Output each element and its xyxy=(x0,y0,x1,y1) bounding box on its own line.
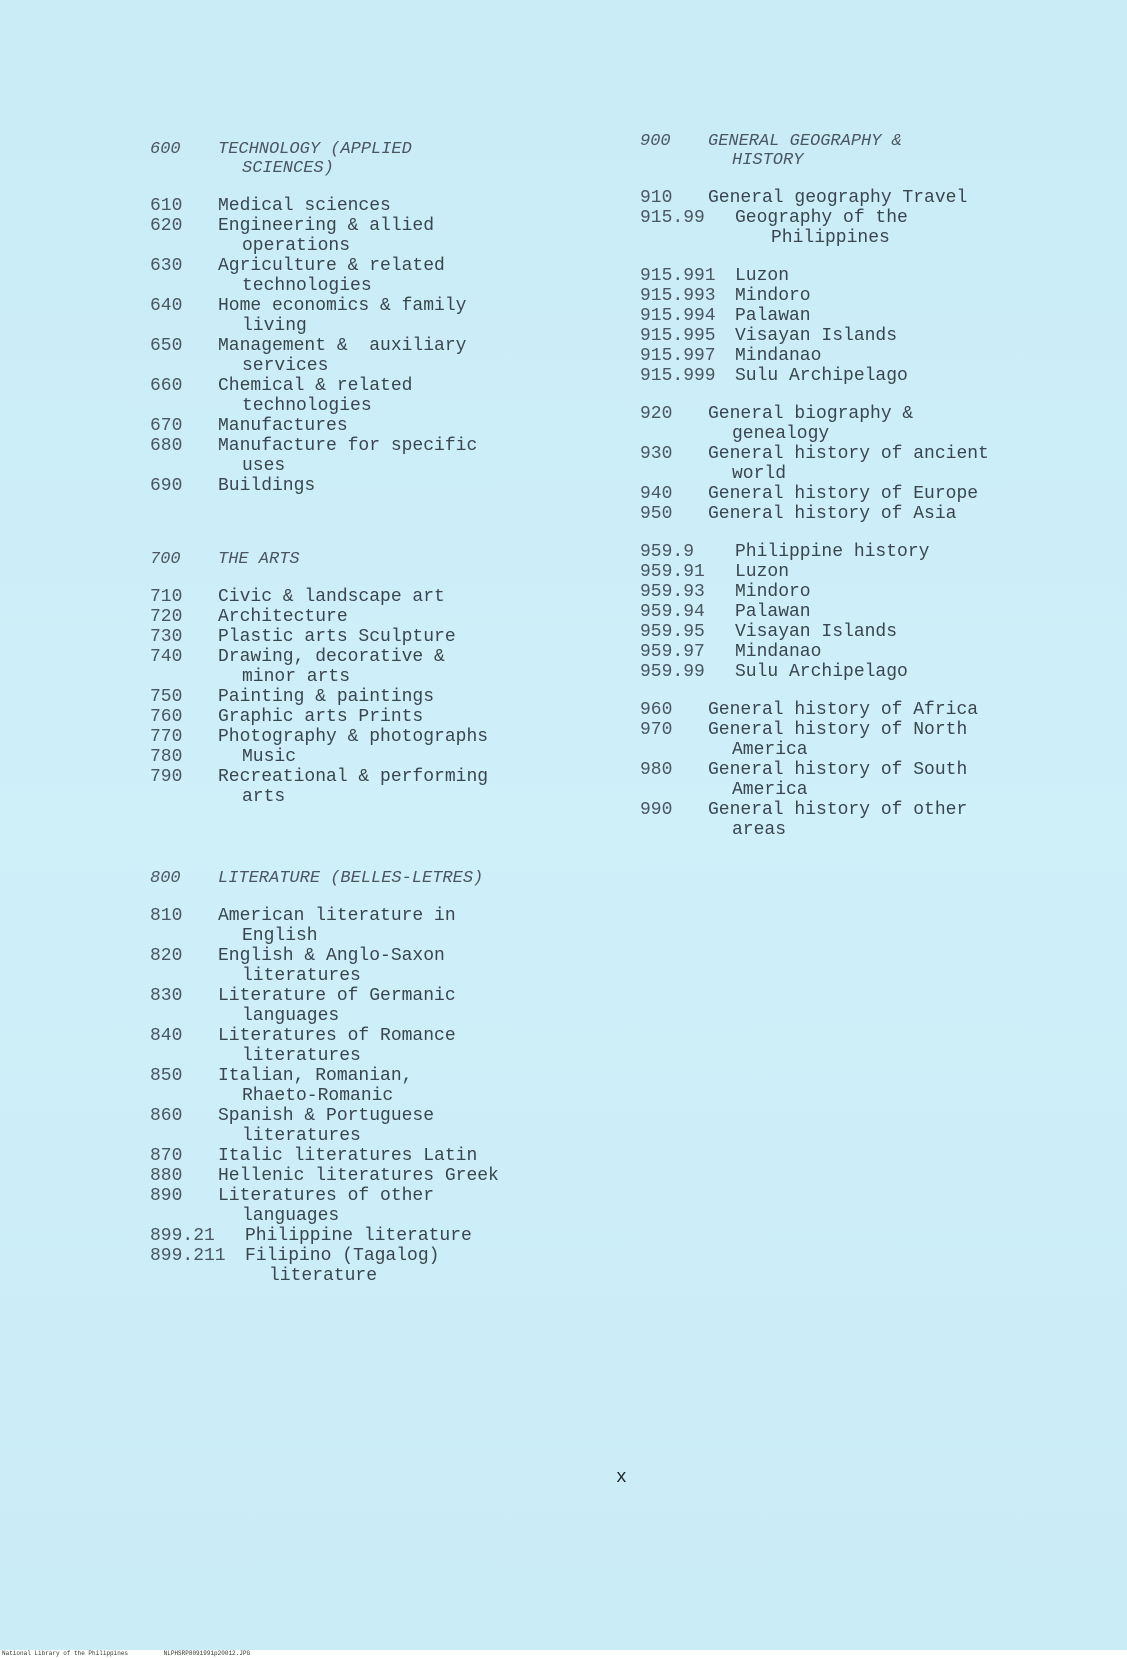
entry-959-93: 959.93 Mindoro xyxy=(640,582,811,602)
entry-899-211: 899.211 Filipino (Tagalog) literature xyxy=(150,1246,440,1286)
entry-940: 940 General history of Europe xyxy=(640,484,979,504)
section-700 xyxy=(150,550,570,807)
entry-730: 730 Plastic arts Sculpture xyxy=(150,627,456,647)
entry-959-97: 959.97 Mindanao xyxy=(640,642,822,662)
entry-790: 790 Recreational & performing arts xyxy=(150,767,489,807)
group-geography xyxy=(640,188,1060,248)
group-philippine-geography xyxy=(640,266,1060,386)
right-column xyxy=(640,132,1060,840)
entry-690: 690 Buildings xyxy=(150,476,316,496)
entry-860: 860 Spanish & Portuguese literatures xyxy=(150,1106,435,1146)
entry-660: 660 Chemical & related technologies xyxy=(150,376,413,416)
section-title: THE ARTS xyxy=(218,550,300,569)
entry-890: 890 Literatures of other languages xyxy=(150,1186,435,1226)
entry-959-95: 959.95 Visayan Islands xyxy=(640,622,898,642)
entry-870: 870 Italic literatures Latin xyxy=(150,1146,478,1166)
entry-899-21: 899.21 Philippine literature xyxy=(150,1226,472,1246)
entry-760: 760 Graphic arts Prints xyxy=(150,707,424,727)
entry-959-91: 959.91 Luzon xyxy=(640,562,790,582)
group-general-history xyxy=(640,404,1060,524)
footer-source: National Library of the Philippines xyxy=(2,1650,129,1657)
entry-959-99: 959.99 Sulu Archipelago xyxy=(640,662,908,682)
entry-920: 920 General biography & genealogy xyxy=(640,404,914,444)
entry-915-995: 915.995 Visayan Islands xyxy=(640,326,898,346)
section-code: 700 xyxy=(150,550,181,569)
entry-990: 990 General history of other areas xyxy=(640,800,968,840)
entry-980: 980 General history of South America xyxy=(640,760,968,800)
group-philippine-history xyxy=(640,542,1060,682)
entry-930: 930 General history of ancient world xyxy=(640,444,989,484)
entry-810: 810 American literature in English xyxy=(150,906,456,946)
entry-850: 850 Italian, Romanian, Rhaeto-Romanic xyxy=(150,1066,413,1106)
entry-740: 740 Drawing, decorative & minor arts xyxy=(150,647,445,687)
entry-620: 620 Engineering & allied operations xyxy=(150,216,435,256)
entry-959-9: 959.9 Philippine history xyxy=(640,542,930,562)
entry-820: 820 English & Anglo-Saxon literatures xyxy=(150,946,445,986)
section-heading xyxy=(150,140,570,178)
entry-670: 670 Manufactures xyxy=(150,416,348,436)
entry-880: 880 Hellenic literatures Greek xyxy=(150,1166,499,1186)
entry-640: 640 Home economics & family living xyxy=(150,296,467,336)
entry-915-999: 915.999 Sulu Archipelago xyxy=(640,366,908,386)
entry-959-94: 959.94 Palawan xyxy=(640,602,811,622)
entry-650: 650 Management & auxiliary services xyxy=(150,336,467,376)
entry-680: 680 Manufacture for specific uses xyxy=(150,436,478,476)
section-heading xyxy=(150,550,570,569)
section-code: 600 xyxy=(150,140,181,159)
entry-960: 960 General history of Africa xyxy=(640,700,979,720)
section-600 xyxy=(150,140,570,496)
entry-915-993: 915.993 Mindoro xyxy=(640,286,811,306)
entry-610: 610 Medical sciences xyxy=(150,196,391,216)
section-code: 800 xyxy=(150,869,181,888)
entry-970: 970 General history of North America xyxy=(640,720,968,760)
entry-910: 910 General geography Travel xyxy=(640,188,968,208)
group-continental-history xyxy=(640,700,1060,840)
entry-915-994: 915.994 Palawan xyxy=(640,306,811,326)
section-heading xyxy=(150,869,570,888)
entry-710: 710 Civic & landscape art xyxy=(150,587,445,607)
section-title: GENERAL GEOGRAPHY & HISTORY xyxy=(708,132,902,170)
entry-830: 830 Literature of Germanic languages xyxy=(150,986,456,1026)
section-title: TECHNOLOGY (APPLIED SCIENCES) xyxy=(218,140,412,178)
page-number: x xyxy=(616,1468,627,1488)
entry-770: 770 Photography & photographs xyxy=(150,727,489,747)
entry-630: 630 Agriculture & related technologies xyxy=(150,256,445,296)
entry-915-991: 915.991 Luzon xyxy=(640,266,790,286)
footer-file: NLPHSRP8091991p20012.JPG xyxy=(163,1650,251,1657)
entry-750: 750 Painting & paintings xyxy=(150,687,435,707)
entry-840: 840 Literatures of Romance literatures xyxy=(150,1026,456,1066)
entry-915-99: 915.99 Geography of the Philippines xyxy=(640,208,908,248)
left-column xyxy=(150,140,570,1332)
section-800 xyxy=(150,869,570,1286)
entry-950: 950 General history of Asia xyxy=(640,504,957,524)
section-title: LITERATURE (BELLES-LETRES) xyxy=(218,869,484,888)
footer xyxy=(0,1650,1127,1658)
section-code: 900 xyxy=(640,132,671,151)
section-heading xyxy=(640,132,1060,170)
entry-780: 780 Music xyxy=(150,747,297,767)
entry-720: 720 Architecture xyxy=(150,607,348,627)
entry-915-997: 915.997 Mindanao xyxy=(640,346,822,366)
